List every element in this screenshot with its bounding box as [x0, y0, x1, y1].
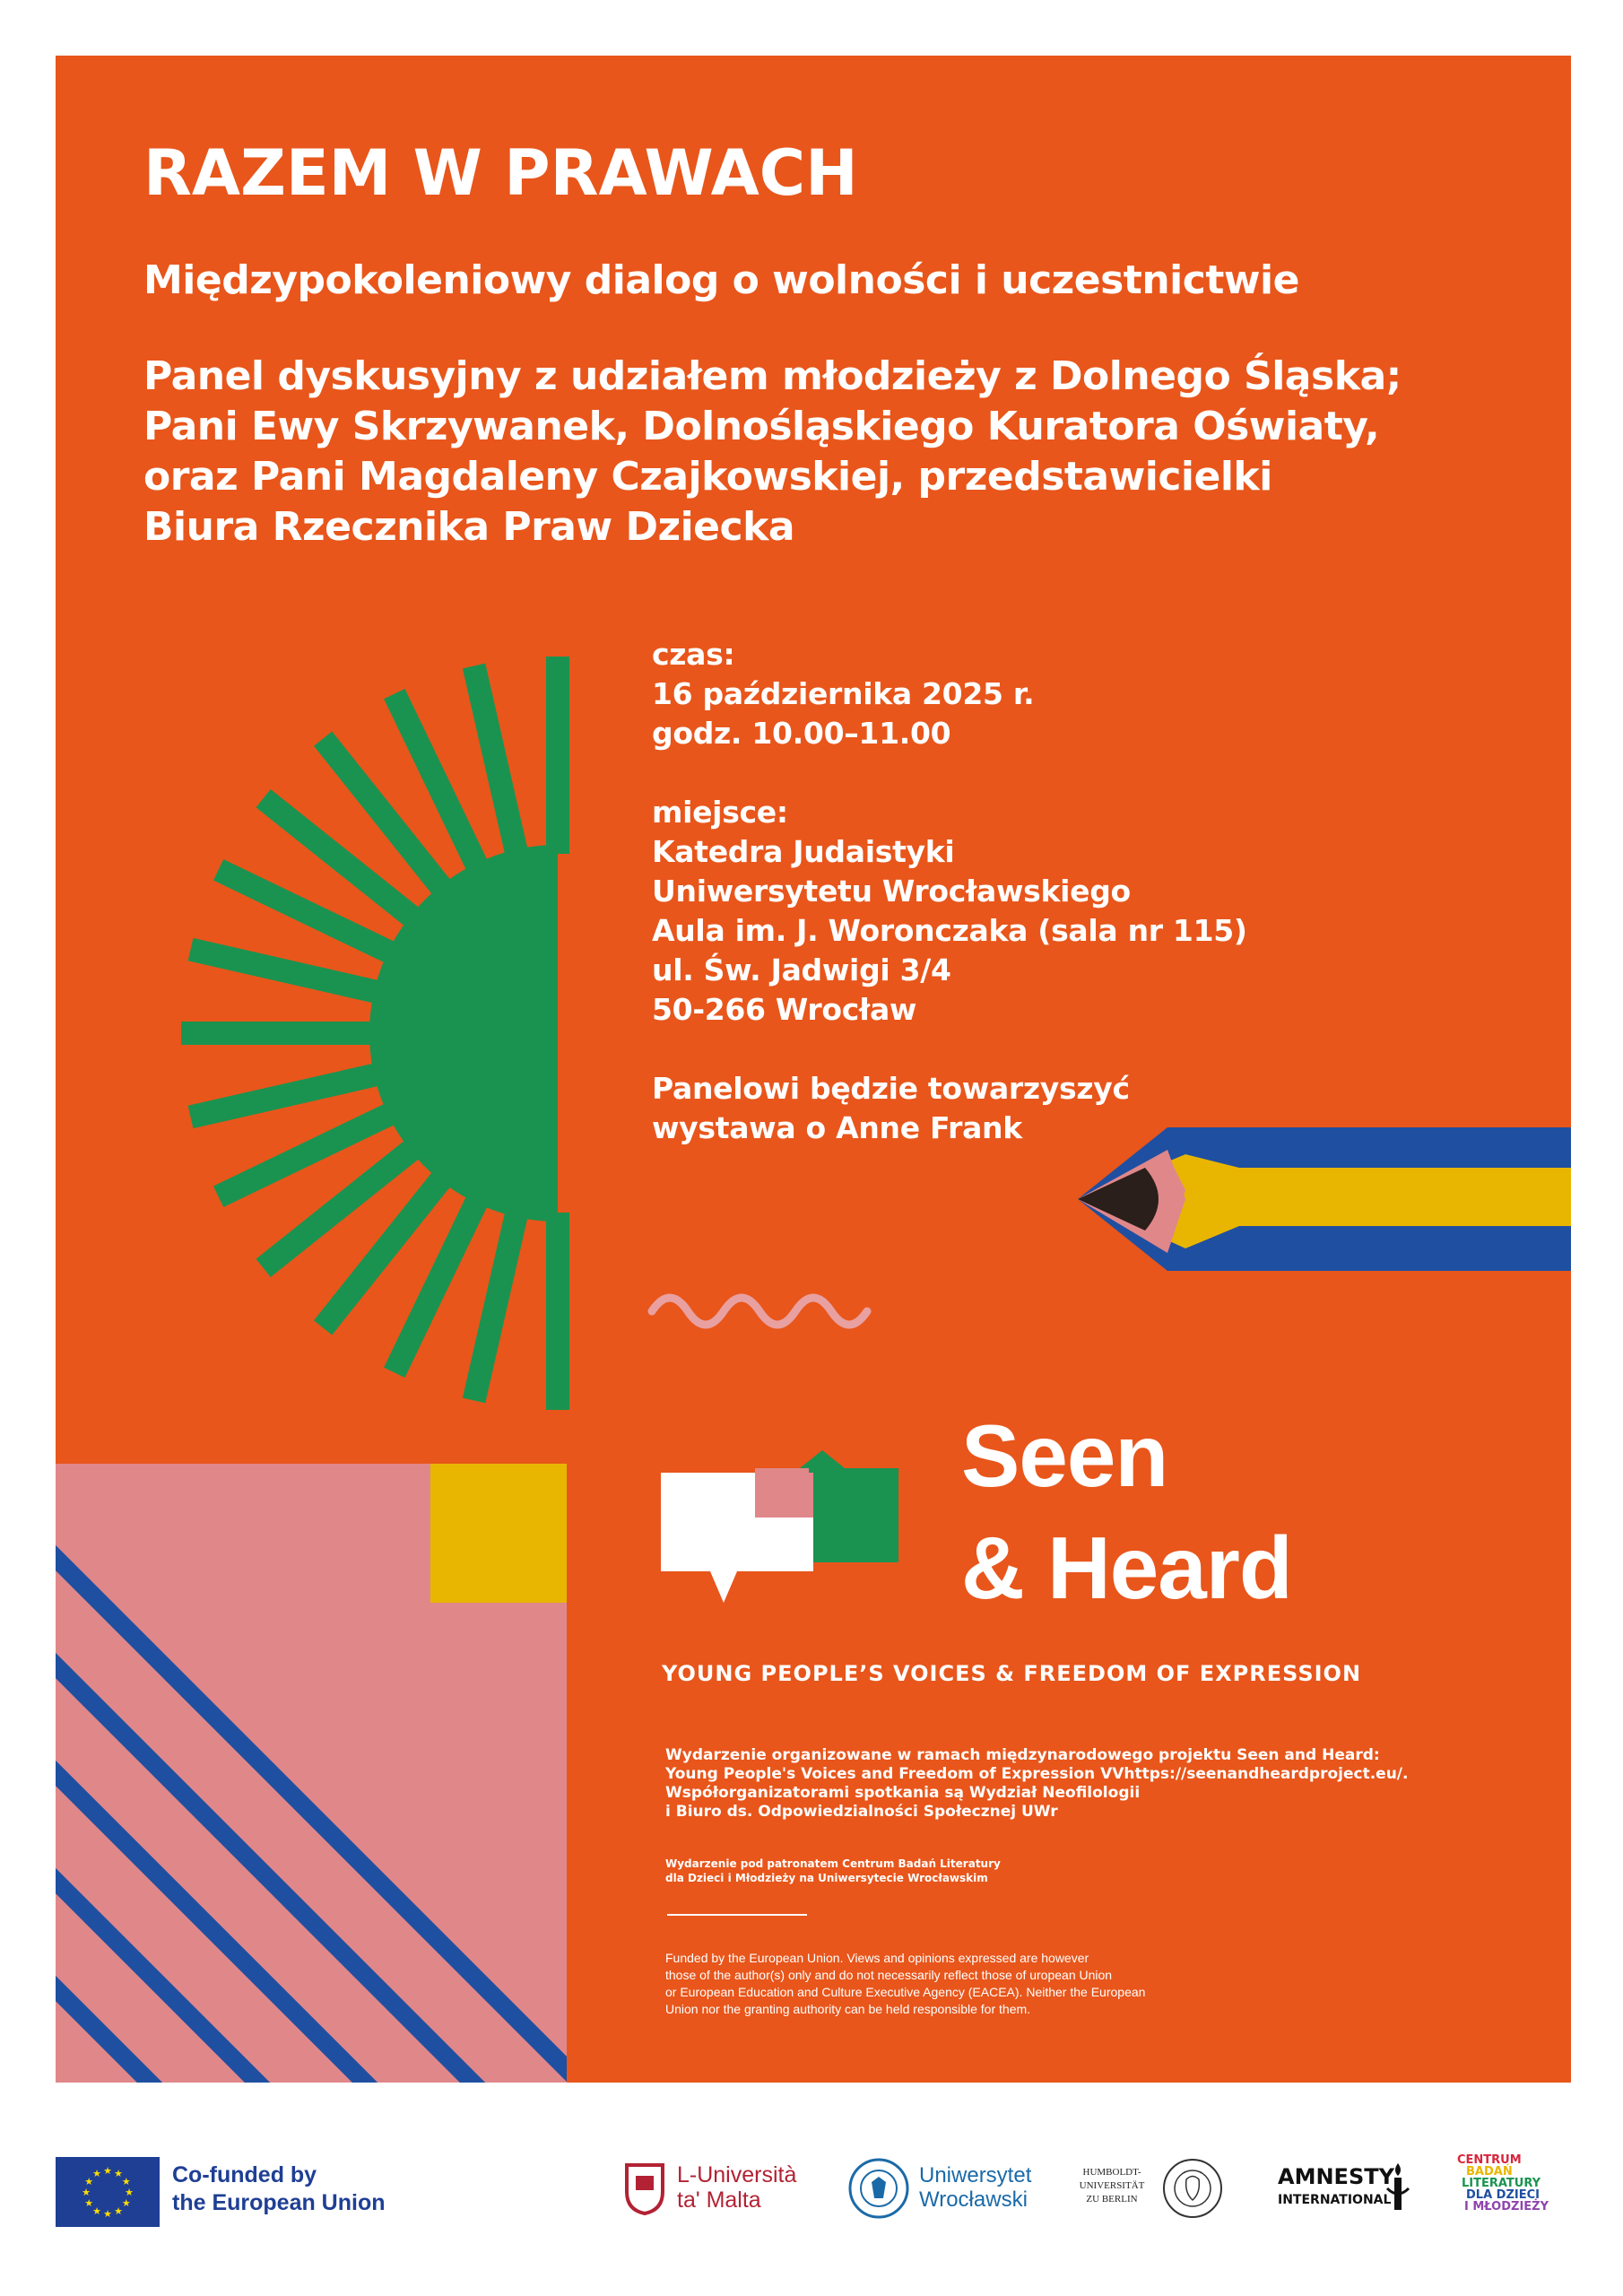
eu-star-icon: ★ — [84, 2198, 94, 2209]
eu-star-icon: ★ — [114, 2169, 123, 2180]
eu-star-icon: ★ — [84, 2177, 94, 2187]
seen-heard-logo-icon — [661, 1450, 898, 1603]
humboldt-line: HUMBOLDT- — [1082, 2167, 1141, 2178]
eu-disclaimer — [665, 1950, 1145, 2018]
centrum-line: LITERATURY — [1462, 2177, 1541, 2190]
time-label: czas: — [652, 637, 735, 672]
description-line: Young People's Voices and Freedom of Expression VVhttps://seenandheardproject.eu/. — [665, 1765, 1409, 1783]
eu-star-icon: ★ — [125, 2187, 134, 2198]
spacer — [652, 753, 1247, 793]
malta-crest-icon — [623, 2161, 666, 2215]
place-line: Uniwersytetu Wrocławskiego — [652, 874, 1131, 909]
panel-line: Biura Rzecznika Praw Dziecka — [143, 504, 795, 550]
patron-line: dla Dzieci i Młodzieży na Uniwersytecie Wrocławskim — [665, 1872, 988, 1884]
centrum-line: CENTRUM — [1457, 2153, 1522, 2167]
disclaimer-line: or European Education and Culture Executive Agency (EACEA). Neither the European — [665, 1985, 1146, 1999]
amnesty-line: AMNESTY — [1278, 2164, 1394, 2189]
eu-star-icon: ★ — [114, 2205, 123, 2217]
sunburst-ray — [474, 666, 518, 858]
wavy-line — [652, 1298, 867, 1325]
centrum-line: BADAŃ — [1466, 2165, 1513, 2179]
place-line: Katedra Judaistyki — [652, 834, 955, 869]
malta-line: L-Università — [677, 2162, 797, 2187]
brand-name-line2: & Heard — [961, 1518, 1292, 1617]
wroclaw-line: Uniwersytet — [919, 2163, 1032, 2187]
panel-line: Pani Ewy Skrzywanek, Dolnośląskiego Kuratora Oświaty, — [143, 404, 1380, 449]
centrum-line: I MŁODZIEŻY — [1464, 2200, 1549, 2213]
striped-block-graphic — [56, 1464, 594, 2083]
eu-line: the European Union — [172, 2190, 386, 2215]
event-info — [652, 635, 1247, 1148]
eu-star-icon: ★ — [121, 2177, 131, 2187]
amnesty-logo — [1278, 2161, 1412, 2220]
eu-star-icon: ★ — [121, 2198, 131, 2209]
wroclaw-seal-icon — [847, 2157, 910, 2220]
pencil-graphic — [1078, 1127, 1571, 1271]
wroclaw-logo — [847, 2152, 1032, 2224]
place-line: ul. Św. Jadwigi 3/4 — [652, 952, 951, 987]
panel-description — [143, 352, 1560, 552]
event-date: 16 października 2025 r. — [652, 676, 1035, 711]
place-label: miejsce: — [652, 795, 788, 830]
eu-star-icon: ★ — [92, 2205, 101, 2217]
disclaimer-line: Funded by the European Union. Views and opinions expressed are however — [665, 1951, 1089, 1965]
spacer — [652, 1030, 1247, 1069]
disclaimer-line: Union nor the granting authority can be held responsible for them. — [665, 2002, 1031, 2016]
eu-flag-icon — [56, 2157, 160, 2227]
humboldt-line: ZU BERLIN — [1086, 2194, 1138, 2205]
eu-cofunded-text — [172, 2161, 386, 2217]
eu-star-icon: ★ — [92, 2169, 101, 2180]
wroclaw-line: Wrocławski — [919, 2187, 1028, 2212]
disclaimer-line: those of the author(s) only and do not necessarily reflect those of uropean Union — [665, 1968, 1113, 1982]
subtitle: Międzypokoleniowy dialog o wolności i uczestnictwie — [143, 257, 1299, 303]
eu-line: Co-funded by — [172, 2162, 317, 2187]
exhibition-line: wystawa o Anne Frank — [652, 1110, 1022, 1145]
amnesty-line: INTERNATIONAL — [1278, 2193, 1392, 2207]
candle-icon — [1384, 2161, 1412, 2215]
humboldt-seal-icon — [1161, 2157, 1224, 2220]
brand-tagline: YOUNG PEOPLE’S VOICES & FREEDOM OF EXPRESSION — [662, 1661, 1362, 1686]
sunburst-ray — [474, 1208, 518, 1400]
malta-line: ta' Malta — [677, 2187, 761, 2213]
event-hours: godz. 10.00–11.00 — [652, 716, 951, 751]
page-title: RAZEM W PRAWACH — [143, 136, 858, 210]
malta-logo — [623, 2157, 797, 2220]
divider — [667, 1914, 807, 1916]
poster — [56, 56, 1571, 2083]
description-line: i Biuro ds. Odpowiedzialności Społecznej UWr — [665, 1803, 1058, 1821]
eu-star-icon: ★ — [103, 2209, 112, 2220]
description-line: Współorganizatorami spotkania są Wydział Neofilologii — [665, 1784, 1141, 1802]
brand-name-line1: Seen — [961, 1406, 1168, 1505]
patron-line: Wydarzenie pod patronatem Centrum Badań Literatury — [665, 1857, 1001, 1870]
place-line: 50-266 Wrocław — [652, 992, 917, 1027]
panel-line: Panel dyskusyjny z udziałem młodzieży z Dolnego Śląska; — [143, 353, 1402, 399]
humboldt-logo — [1072, 2157, 1228, 2224]
exhibition-line: Panelowi będzie towarzyszyć — [652, 1071, 1130, 1106]
sunburst-ray — [191, 1074, 383, 1118]
place-line: Aula im. J. Woronczaka (sala nr 115) — [652, 913, 1247, 948]
centrum-logo — [1457, 2154, 1574, 2226]
panel-line: oraz Pani Magdaleny Czajkowskiej, przedstawicielki — [143, 454, 1272, 500]
patronage-note — [665, 1857, 1001, 1885]
sunburst-ray — [191, 950, 383, 994]
description-line: Wydarzenie organizowane w ramach międzynarodowego projektu Seen and Heard: — [665, 1746, 1380, 1764]
humboldt-line: UNIVERSITÄT — [1079, 2180, 1145, 2191]
project-description — [665, 1746, 1408, 1822]
centrum-line: DLA DZIECI — [1466, 2188, 1540, 2202]
eu-star-icon: ★ — [82, 2187, 91, 2198]
eu-star-icon: ★ — [103, 2166, 112, 2177]
